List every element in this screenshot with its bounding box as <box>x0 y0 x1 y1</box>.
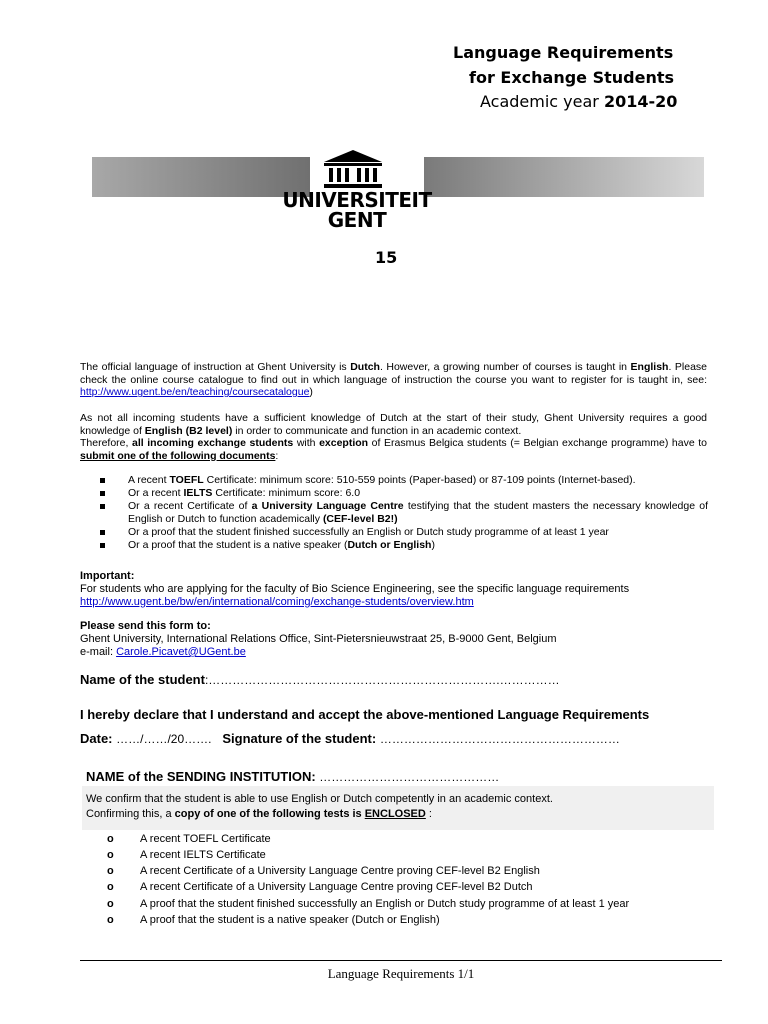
course-catalogue-link[interactable]: http://www.ugent.be/en/teaching/coursecatalogue <box>80 386 310 399</box>
list-item: Or a recent Certificate of a University Language Centre testifying that the student masters the necessary knowledge of English or Dutch to function academically (CEF-level B2!) <box>100 500 708 526</box>
checkbox-option[interactable] <box>0 863 768 879</box>
title-line-1: Language Requirements <box>453 43 674 62</box>
bullet-square-icon <box>100 491 105 496</box>
banner-bar-right <box>424 157 704 197</box>
list-item: Or a proof that the student is a native speaker (Dutch or English) <box>100 539 708 552</box>
student-name-label: Name of the student <box>80 672 205 687</box>
enclosed-label: ENCLOSED <box>364 807 426 820</box>
intro-paragraph-1: The official language of instruction at Ghent University is Dutch. However, a growing number of courses is taught in English. Please check the online course catalogue to find out in which language of instruction the course you want to register for is taught in, see: http://www.ugent.be/en/teaching/coursecatalogue) <box>80 361 707 399</box>
student-name-dots: :……………………………………………………………….…………… <box>204 673 560 687</box>
university-building-icon <box>320 148 386 190</box>
checkbox-circle-icon[interactable]: o <box>107 881 114 893</box>
checkbox-option[interactable] <box>0 879 768 895</box>
page-footer: Language Requirements 1/1 <box>327 966 475 981</box>
list-item: Or a recent IELTS Certificate: minimum score: 6.0 <box>100 487 708 500</box>
checkbox-option[interactable] <box>0 912 768 928</box>
important-section <box>80 570 720 609</box>
declaration: I hereby declare that I understand and accept the above-mentioned Language Requirements <box>80 707 650 722</box>
date-signature-row <box>80 731 620 746</box>
checkbox-circle-icon[interactable]: o <box>107 865 114 877</box>
confirmation-line-1: We confirm that the student is able to use English or Dutch competently in an academic context. <box>86 793 553 805</box>
checkbox-option[interactable] <box>0 831 768 847</box>
option-label: A recent Certificate of a University Language Centre proving CEF-level B2 English <box>140 865 540 877</box>
academic-year-prefix: Academic year <box>480 92 604 111</box>
required-documents-list <box>100 474 708 552</box>
intro-paragraph-3: Therefore, all incoming exchange students with exception of Erasmus Belgica students (= Belgian exchange programme) have to submit one of the following documents: <box>80 437 707 462</box>
footer-divider <box>80 960 722 961</box>
option-label: A recent Certificate of a University Language Centre proving CEF-level B2 Dutch <box>140 881 533 893</box>
checkbox-option[interactable] <box>0 896 768 912</box>
intro-paragraph-2: As not all incoming students have a sufficient knowledge of Dutch at the start of their study, Ghent University requires a good knowledge of English (B2 level) in order to communicate and function in an academic context. <box>80 412 707 437</box>
bullet-square-icon <box>100 478 105 483</box>
option-label: A recent TOEFL Certificate <box>140 833 271 845</box>
email-label: e-mail: <box>80 646 117 658</box>
bio-science-link[interactable]: http://www.ugent.be/bw/en/international/coming/exchange-students/overview.htm <box>80 596 474 608</box>
sending-institution-dots: ……………………………………… <box>319 770 500 784</box>
bullet-square-icon <box>100 530 105 535</box>
list-item: Or a proof that the student finished successfully an English or Dutch study programme of at least 1 year <box>100 526 708 539</box>
send-section <box>80 620 720 659</box>
title-line-2: for Exchange Students <box>469 68 675 87</box>
important-heading: Important: <box>80 570 135 582</box>
confirmation-text: We confirm that the student is able to use English or Dutch competently in an academic context. Confirming this, a copy of one of the following tests is ENCLOSED : <box>86 793 553 820</box>
bullet-square-icon <box>100 543 105 548</box>
banner-bar-left <box>92 157 310 197</box>
academic-year-value: 2014-20 <box>603 92 678 111</box>
email-link[interactable]: Carole.Picavet@UGent.be <box>116 646 246 658</box>
signature-field[interactable]: …………………………………………………… <box>379 732 620 746</box>
checkbox-circle-icon[interactable]: o <box>107 833 114 845</box>
checkbox-circle-icon[interactable]: o <box>107 849 114 861</box>
bullet-square-icon <box>100 504 105 509</box>
send-heading: Please send this form to: <box>80 620 211 632</box>
sending-institution-label: NAME of the SENDING INSTITUTION: <box>86 769 316 784</box>
university-banner <box>72 112 704 246</box>
logo-line-2: GENT <box>327 208 387 232</box>
date-field[interactable]: ……/……/20……. <box>116 732 212 746</box>
important-text: For students who are applying for the faculty of Bio Science Engineering, see the specific language requirements <box>80 583 630 595</box>
list-item: A recent TOEFL Certificate: minimum score: 510-559 points (Paper-based) or 87-109 points (Internet-based). <box>100 474 708 487</box>
academic-year <box>480 92 677 111</box>
checkbox-circle-icon[interactable]: o <box>107 898 114 910</box>
checkbox-circle-icon[interactable]: o <box>107 914 114 926</box>
student-name-field[interactable] <box>80 672 560 687</box>
option-label: A proof that the student finished successfully an English or Dutch study programme of at least 1 year <box>140 898 630 910</box>
option-label: A proof that the student is a native speaker (Dutch or English) <box>140 914 440 926</box>
date-label: Date: <box>80 731 113 746</box>
logo-line-1: UNIVERSITEIT <box>282 188 432 212</box>
signature-label: Signature of the student: <box>222 731 377 746</box>
university-logo-text <box>282 190 432 230</box>
sending-institution-field[interactable] <box>86 769 499 784</box>
option-label: A recent IELTS Certificate <box>140 849 266 861</box>
checkbox-option[interactable] <box>0 847 768 863</box>
academic-year-suffix: 15 <box>375 248 398 267</box>
send-address: Ghent University, International Relations Office, Sint-Pietersnieuwstraat 25, B-9000 Gent, Belgium <box>80 633 557 645</box>
